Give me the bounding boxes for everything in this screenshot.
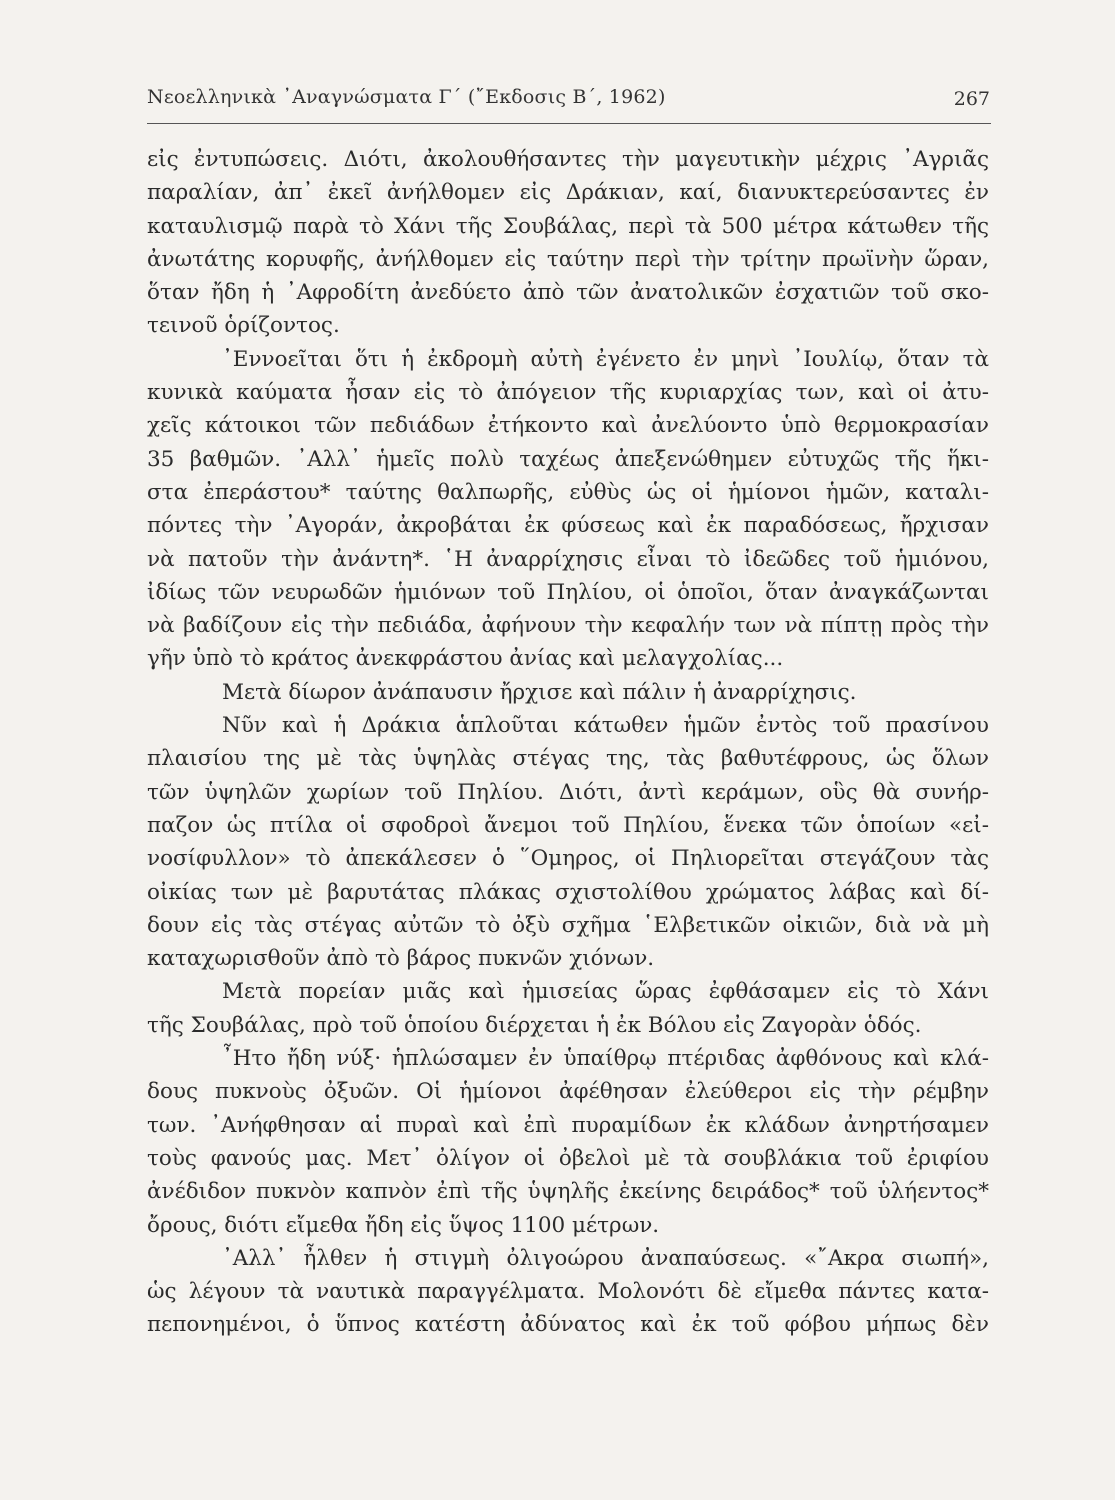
text-line: τεινοῦ ὁρίζοντος.: [147, 313, 340, 339]
header-rule: [147, 123, 991, 124]
running-header: [147, 86, 990, 116]
running-header-title: Νεοελληνικὰ ᾿Αναγνώσματα Γ´ (῎Εκδοσις Β´, 1962): [147, 86, 666, 108]
text-line: καταχωρισθοῦν ἀπὸ τὸ βάρος πυκνῶν χιόνων.: [147, 946, 655, 972]
text-line: πλαισίου της μὲ τὰς ὑψηλὰς στέγας της, τὰς βαθυτέφρους, ὡς ὅλων: [147, 746, 989, 772]
text-line: πόντες τὴν ᾿Αγοράν, ἀκροβάται ἐκ φύσεως καὶ ἐκ παραδόσεως, ἤρχισαν: [147, 513, 989, 539]
text-line: ὅταν ἤδη ἡ ᾿Αφροδίτη ἀνεδύετο ἀπὸ τῶν ἀνατολικῶν ἐσχατιῶν τοῦ σκο-: [147, 280, 989, 306]
text-line: ἀνωτάτης κορυφῆς, ἀνήλθομεν εἰς ταύτην περὶ τὴν τρίτην πρωϊνὴν ὥραν,: [147, 246, 989, 272]
text-line: πεπονημένοι, ὁ ὕπνος κατέστη ἀδύνατος καὶ ἐκ τοῦ φόβου μήπως δὲν: [147, 1312, 989, 1338]
text-line: οἰκίας των μὲ βαρυτάτας πλάκας σχιστολίθου χρώματος λάβας καὶ δί-: [147, 879, 989, 905]
paragraph-start: ᾿Αλλ᾿ ἦλθεν ἡ στιγμὴ ὀλιγοώρου ἀναπαύσεως. «῎Ακρα σιωπή»,: [222, 1245, 989, 1271]
paragraph-start: Μετὰ δίωρον ἀνάπαυσιν ἤρχισε καὶ πάλιν ἡ ἀναρρίχησις.: [222, 679, 857, 705]
text-line: νὰ πατοῦν τὴν ἀνάντη*. ῾Η ἀναρρίχησις εἶναι τὸ ἰδεῶδες τοῦ ἡμιόνου,: [147, 546, 989, 572]
paragraph-start: Μετὰ πορείαν μιᾶς καὶ ἡμισείας ὥρας ἐφθάσαμεν εἰς τὸ Χάνι: [222, 979, 989, 1005]
text-line: καταυλισμῷ παρὰ τὸ Χάνι τῆς Σουβάλας, περὶ τὰ 500 μέτρα κάτωθεν τῆς: [147, 213, 989, 239]
text-line: ἀνέδιδον πυκνὸν καπνὸν ἐπὶ τῆς ὑψηλῆς ἐκείνης δειράδος* τοῦ ὑλήεντος*: [147, 1179, 989, 1205]
text-line: εἰς ἐντυπώσεις. Διότι, ἀκολουθήσαντες τὴν μαγευτικὴν μέχρις ᾿Αγριᾶς: [147, 147, 989, 172]
text-line: νοσίφυλλον» τὸ ἀπεκάλεσεν ὁ ῞Ομηρος, οἱ Πηλιορεῖται στεγάζουν τὰς: [147, 846, 989, 872]
text-line: κυνικὰ καύματα ἦσαν εἰς τὸ ἀπόγειον τῆς κυριαρχίας των, καὶ οἱ ἀτυ-: [147, 380, 989, 406]
paragraph-start: Νῦν καὶ ἡ Δράκια ἁπλοῦται κάτωθεν ἡμῶν ἐντὸς τοῦ πρασίνου: [222, 713, 989, 739]
text-line: στα ἐπεράστου* ταύτης θαλπωρῆς, εὐθὺς ὡς οἱ ἡμίονοι ἡμῶν, καταλι-: [147, 479, 989, 505]
text-line: νὰ βαδίζουν εἰς τὴν πεδιάδα, ἀφήνουν τὴν κεφαλήν των νὰ πίπτῃ πρὸς τὴν: [147, 613, 989, 639]
text-line: τῶν ὑψηλῶν χωρίων τοῦ Πηλίου. Διότι, ἀντὶ κεράμων, οὓς θὰ συνήρ-: [147, 779, 989, 805]
page-number: 267: [953, 88, 990, 110]
text-line: των. ᾿Ανήφθησαν αἱ πυραὶ καὶ ἐπὶ πυραμίδων ἐκ κλάδων ἀνηρτήσαμεν: [147, 1112, 989, 1138]
paragraph-start: ῏Ητο ἤδη νύξ· ἡπλώσαμεν ἐν ὑπαίθρῳ πτέριδας ἀφθόνους καὶ κλά-: [222, 1046, 989, 1072]
text-line: παραλίαν, ἀπ᾿ ἐκεῖ ἀνήλθομεν εἰς Δράκιαν, καί, διανυκτερεύσαντες ἐν: [147, 180, 989, 206]
text-line: παζον ὡς πτίλα οἱ σφοδροὶ ἄνεμοι τοῦ Πηλίου, ἕνεκα τῶν ὁποίων «εἰ-: [147, 812, 989, 838]
text-line: ὡς λέγουν τὰ ναυτικὰ παραγγέλματα. Μολονότι δὲ εἴμεθα πάντες κατα-: [147, 1279, 989, 1305]
text-line: τοὺς φανούς μας. Μετ᾿ ὀλίγον οἱ ὀβελοὶ μὲ τὰ σουβλάκια τοῦ ἐριφίου: [147, 1145, 989, 1171]
text-line: ὄρους, διότι εἴμεθα ἤδη εἰς ὕψος 1100 μέτρων.: [147, 1212, 660, 1238]
text-line: τῆς Σουβάλας, πρὸ τοῦ ὁποίου διέρχεται ἡ ἐκ Βόλου εἰς Ζαγορὰν ὁδός.: [147, 1012, 922, 1038]
text-line: ἰδίως τῶν νευρωδῶν ἡμιόνων τοῦ Πηλίου, οἱ ὁποῖοι, ὅταν ἀναγκάζωνται: [147, 579, 989, 605]
body-text: [147, 143, 989, 1342]
text-line: δουν εἰς τὰς στέγας αὐτῶν τὸ ὀξὺ σχῆμα ῾Ελβετικῶν οἰκιῶν, διὰ νὰ μὴ: [147, 912, 989, 938]
paragraph-start: ᾿Εννοεῖται ὅτι ἡ ἐκδρομὴ αὐτὴ ἐγένετο ἐν μηνὶ ᾿Ιουλίῳ, ὅταν τὰ: [222, 346, 989, 372]
text-line: γῆν ὑπὸ τὸ κράτος ἀνεκφράστου ἀνίας καὶ μελαγχολίας...: [147, 646, 784, 672]
text-line: δους πυκνοὺς ὀξυῶν. Οἱ ἡμίονοι ἀφέθησαν ἐλεύθεροι εἰς τὴν ρέμβην: [147, 1079, 989, 1105]
text-line: 35 βαθμῶν. ᾿Αλλ᾿ ἡμεῖς πολὺ ταχέως ἀπεξενώθημεν εὐτυχῶς τῆς ἥκι-: [147, 446, 989, 472]
text-line: χεῖς κάτοικοι τῶν πεδιάδων ἐτήκοντο καὶ ἀνελύοντο ὑπὸ θερμοκρασίαν: [147, 413, 989, 439]
